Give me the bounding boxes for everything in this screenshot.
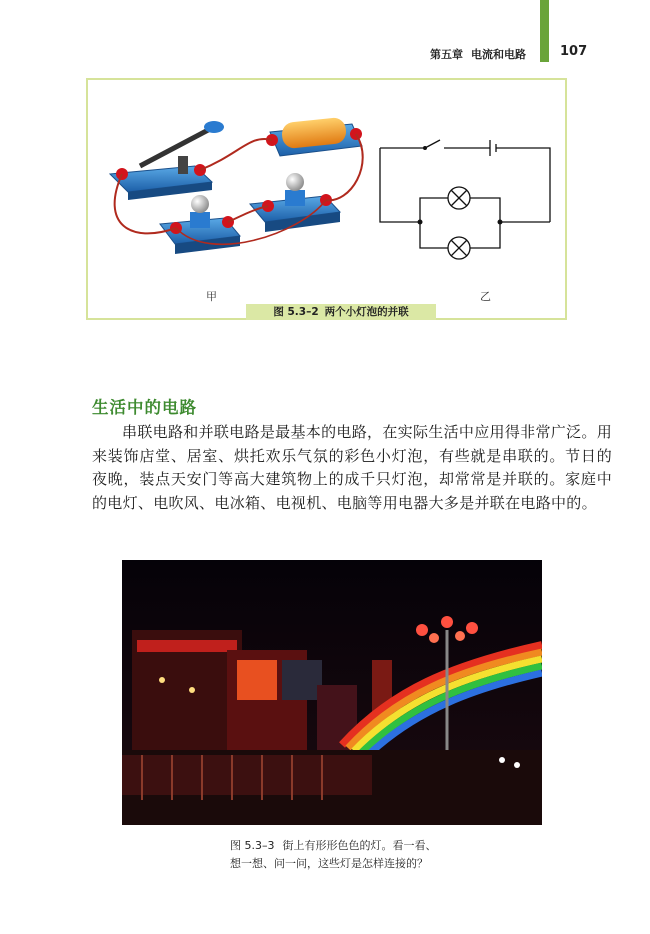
caption-text-line1: 街上有形形色色的灯。看一看、 bbox=[282, 839, 437, 852]
chapter-title: 电流和电路 bbox=[471, 48, 526, 61]
caption-line-1 bbox=[230, 837, 530, 855]
figure-5-3-2 bbox=[86, 78, 567, 320]
parallel-circuit-apparatus-illustration bbox=[100, 94, 380, 284]
caption-text-line2: 想一想、问一问，这些灯是怎样连接的？ bbox=[230, 857, 428, 870]
page-header bbox=[0, 42, 650, 64]
chapter-label: 第五章 bbox=[430, 48, 463, 61]
body-paragraph bbox=[92, 421, 612, 515]
caption-number: 图 5.3–3 bbox=[230, 839, 275, 852]
caption-number: 图 5.3–2 bbox=[273, 306, 319, 318]
street-lights-night-photo bbox=[122, 560, 542, 825]
chapter-heading bbox=[430, 46, 526, 62]
parallel-circuit-diagram bbox=[370, 130, 560, 260]
paragraph-text: 串联电路和并联电路是最基本的电路，在实际生活中应用得非常广泛。用来装饰店堂、居室、烘托欢乐气氛的彩色小灯泡，有些就是串联的。节日的夜晚，装点天安门等高大建筑物上的成千只灯泡，却常常是并联的。家庭中的电灯、电吹风、电冰箱、电视机、电脑等用电器大多是并联在电路中的。 bbox=[92, 423, 612, 512]
figure-label-yi: 乙 bbox=[480, 290, 491, 303]
night-street-scene bbox=[122, 560, 542, 825]
page-number: 107 bbox=[560, 44, 588, 59]
figure-5-3-2-caption bbox=[246, 304, 436, 320]
figure-5-3-3-caption bbox=[230, 837, 530, 873]
section-title: 生活中的电路 bbox=[92, 398, 197, 417]
caption-text: 两个小灯泡的并联 bbox=[324, 306, 409, 318]
figure-label-jia: 甲 bbox=[206, 290, 217, 303]
